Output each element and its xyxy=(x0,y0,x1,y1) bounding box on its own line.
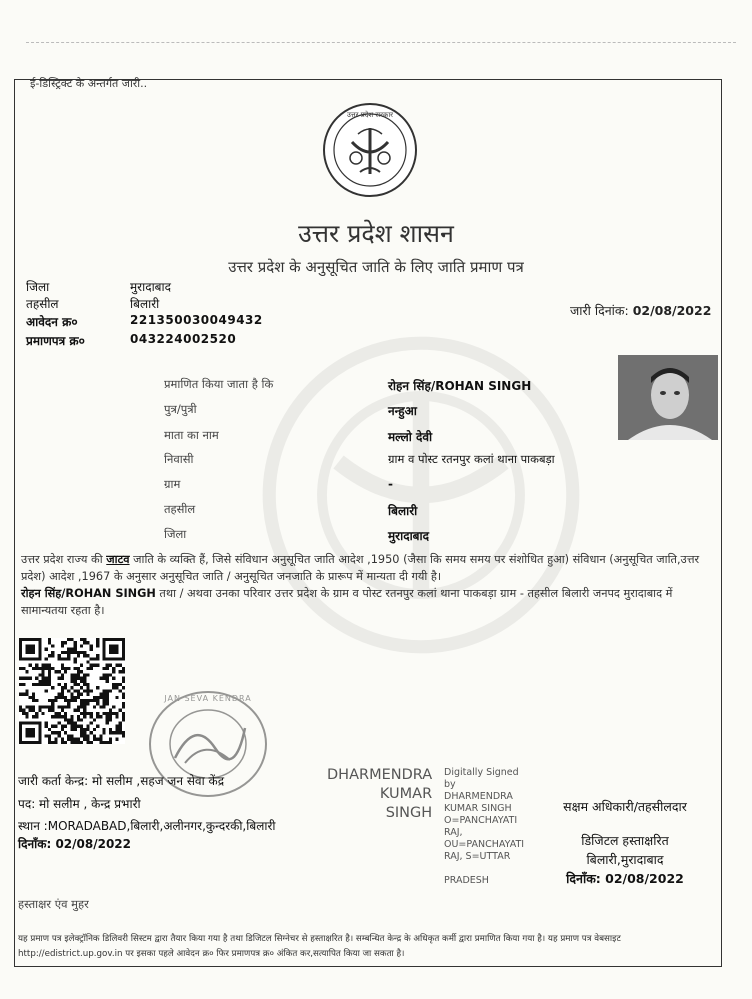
detail-label-certified: प्रमाणित किया जाता है कि xyxy=(164,377,274,391)
detail-label-son-daughter: पुत्र/पुत्री xyxy=(164,402,197,416)
qr-code xyxy=(19,638,125,744)
meta-label-application-no: आवेदन क्र० xyxy=(26,315,78,329)
dsig-detail-line: Digitally Signed xyxy=(444,767,519,778)
disclaimer-text: यह प्रमाण पत्र इलेक्ट्रॉनिक डिलिवरी सिस्टम द्वारा तैयार किया गया है तथा डिजिटल सिग्नेचर से हस्ताक्षरित है। सम्बन्धित केन्द्र के अधिकृत कर्मी द्वारा प्रमाणित किया गया है। यह प्रमाण पत्र वेबसाइट http://edistrict.up.gov.in पर इसका पहले आवेदन क्र० फिर प्रमाणपत्र क्र० अंकित कर,सत्यापित किया जा सकता है। xyxy=(18,934,621,959)
dsig-detail-line xyxy=(444,863,524,875)
detail-value-resident: ग्राम व पोस्ट रतनपुर कलां थाना पाकबड़ा xyxy=(388,452,555,466)
detail-value-name: रोहन सिंह/ROHAN SINGH xyxy=(388,379,532,393)
meta-label-tehsil: तहसील xyxy=(26,297,59,311)
meta-label-certificate-no: प्रमाणपत्र क्र० xyxy=(26,334,85,348)
certificate-title: उत्तर प्रदेश के अनुसूचित जाति के लिए जाति प्रमाण पत्र xyxy=(228,258,524,276)
dsig-detail-line: OU=PANCHAYATI xyxy=(444,839,525,850)
emblem-text: उत्तर प्रदेश सरकार xyxy=(346,111,394,119)
issuer-place: स्थान :MORADABAD,बिलारी,अलीनगर,कुन्दरकी,बिलारी xyxy=(18,819,276,833)
dsig-name-line: KUMAR xyxy=(379,786,433,802)
certification-paragraph xyxy=(21,551,719,619)
detail-label-village: ग्राम xyxy=(164,477,181,491)
digital-signature-name xyxy=(327,766,432,823)
digital-signature-details xyxy=(444,767,524,887)
dsig-name-line: DHARMENDRA xyxy=(327,767,433,783)
detail-label-district: जिला xyxy=(164,527,187,541)
issuer-post: पद: मो सलीम , केन्द्र प्रभारी xyxy=(18,797,141,811)
government-title: उत्तर प्रदेश शासन xyxy=(298,219,454,248)
issue-date-label: जारी दिनांक: xyxy=(570,303,629,318)
detail-value-village: - xyxy=(388,477,393,491)
signature-and-seal-label: हस्ताक्षर एंव मुहर xyxy=(18,897,89,911)
authority-date: दिनाँक: 02/08/2022 xyxy=(566,871,684,886)
para-text-1: उत्तर प्रदेश राज्य की xyxy=(21,553,107,566)
detail-value-mother: मल्लो देवी xyxy=(388,430,433,444)
meta-value-application-no: 221350030049432 xyxy=(130,313,263,327)
applicant-photo xyxy=(618,355,718,440)
meta-value-district: मुरादाबाद xyxy=(130,280,172,294)
dsig-name-line: SINGH xyxy=(385,805,433,821)
issuer-center: जारी कर्ता केन्द्र: मो सलीम ,सहज जन सेवा केंद्र xyxy=(18,774,225,788)
para-text-3: तथा / अथवा उनका परिवार उत्तर प्रदेश के ग्राम व पोस्ट रतनपुर कलां थाना पाकबड़ा ग्राम - तहसील बिलारी जनपद मुरादाबाद में सामान्यतया रहता है। xyxy=(21,587,673,617)
authority-place: बिलारी,मुरादाबाद xyxy=(586,852,664,867)
authority-title: सक्षम अधिकारी/तहसीलदार xyxy=(563,799,687,814)
detail-value-father: नन्हुआ xyxy=(388,404,417,418)
para-text-2: जाति के व्यक्ति हैं, जिसे संविधान अनुसूचित जाति आदेश ,1950 (जैसा कि समय समय पर संशोधित हुआ) संविधान (अनुसूचित जाति,उत्तर प्रदेश) आदेश ,1967 के अनुसार अनुसूचित जाति / अनुसूचित जनजाति के प्रारूप में मान्यता दी गयी है। xyxy=(21,553,700,583)
detail-value-tehsil: बिलारी xyxy=(388,504,418,518)
detail-label-tehsil: तहसील xyxy=(164,502,196,516)
meta-value-tehsil: बिलारी xyxy=(130,297,160,311)
meta-value-certificate-no: 043224002520 xyxy=(130,332,237,346)
seal-text: JAN SEVA KENDRA xyxy=(164,694,252,703)
dsig-detail-line: DHARMENDRA xyxy=(444,791,513,802)
dsig-detail-line: PRADESH xyxy=(444,875,489,886)
dsig-detail-line: O=PANCHAYATI xyxy=(444,815,518,826)
meta-label-district: जिला xyxy=(26,280,50,294)
para-name: रोहन सिंह/ROHAN SINGH xyxy=(21,587,156,600)
issue-date-value: 02/08/2022 xyxy=(632,303,712,318)
up-government-emblem xyxy=(322,102,418,198)
detail-label-mother: माता का नाम xyxy=(164,428,219,442)
dsig-detail-line: by xyxy=(444,779,456,790)
issuer-date: दिनाँक: 02/08/2022 xyxy=(18,837,132,851)
top-dashed-line xyxy=(26,42,736,43)
authority-signed: डिजिटल हस्ताक्षरित xyxy=(581,833,669,848)
para-caste: जाटव xyxy=(106,553,130,566)
issued-under-label: ई-डिस्ट्रिक्ट के अन्तर्गत जारी.. xyxy=(30,77,148,90)
detail-label-resident: निवासी xyxy=(164,452,194,466)
issue-date xyxy=(570,302,711,319)
dsig-detail-line: RAJ, S=UTTAR xyxy=(444,851,511,862)
dsig-detail-line: KUMAR SINGH xyxy=(444,803,512,814)
detail-value-district: मुरादाबाद xyxy=(388,529,430,543)
dsig-detail-line: RAJ, xyxy=(444,827,463,838)
